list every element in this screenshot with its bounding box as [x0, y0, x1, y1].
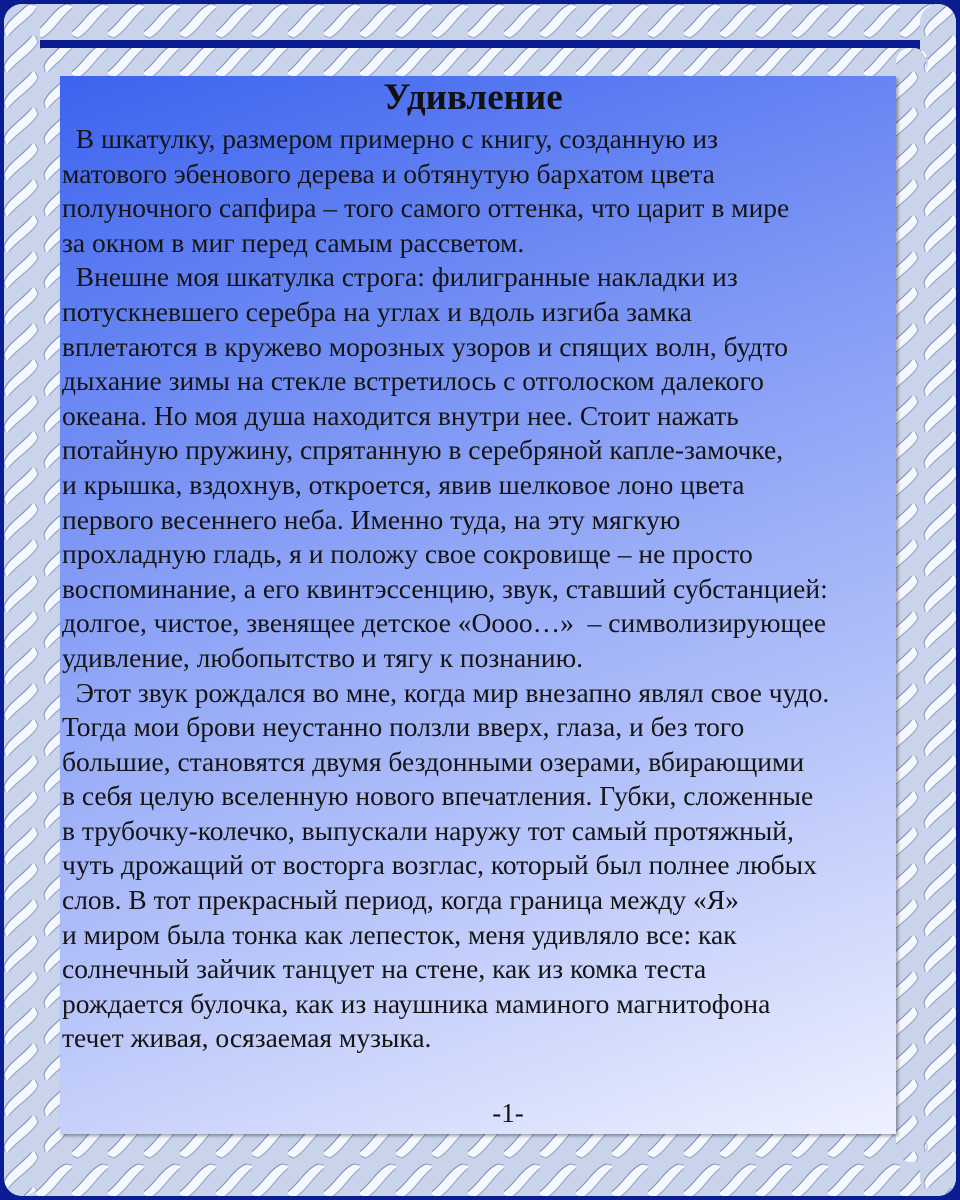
text-line: рождается булочка, как из наушника маминого магнитофона	[62, 987, 771, 1019]
text-line: потайную пружину, спрятанную в серебряной капле-замочке,	[62, 434, 784, 466]
text-line: Этот звук рождался во мне, когда мир внезапно являл свое чудо.	[62, 676, 830, 708]
text-line: течет живая, осязаемая музыка.	[62, 1022, 432, 1054]
text-line: слов. В тот прекрасный период, когда граница между «Я»	[62, 884, 739, 916]
body-text	[62, 122, 952, 1056]
text-line: в себя целую вселенную нового впечатления. Губки, сложенные	[62, 780, 814, 812]
text-line: потускневшего серебра на углах и вдоль изгиба замка	[62, 295, 692, 327]
text-line: солнечный зайчик танцует на стене, как из комка теста	[62, 953, 707, 985]
page-number: -1-	[492, 1098, 524, 1128]
text-line: чуть дрожащий от восторга возглас, который был полнее любых	[62, 849, 817, 881]
text-line: большие, становятся двумя бездонными озерами, вбирающими	[62, 745, 805, 777]
text-line: долгое, чистое, звенящее детское «Оооо…» – символизирующее	[62, 607, 827, 639]
text-line: вплетаются в кружево морозных узоров и спящих волн, будто	[62, 330, 789, 362]
text-line: дыхание зимы на стекле встретилось с отголоском далекого	[62, 365, 764, 397]
page-title: Удивление	[383, 77, 563, 118]
text-line: в трубочку-колечко, выпускали наружу тот самый протяжный,	[62, 814, 794, 846]
text-line: первого весеннего неба. Именно туда, на эту мягкую	[62, 503, 681, 535]
text-line: Тогда мои брови неустанно ползли вверх, глаза, и без того	[62, 711, 745, 743]
text-line: прохладную гладь, я и положу свое сокровище – не просто	[62, 538, 753, 570]
text-line: В шкатулку, размером примерно с книгу, созданную из	[62, 123, 718, 154]
text-line: Внешне моя шкатулка строга: филигранные накладки из	[62, 261, 738, 293]
text-line: воспоминание, а его квинтэссенцию, звук, ставший субстанцией:	[62, 572, 828, 604]
text-line: удивление, любопытство и тягу к познанию.	[62, 641, 584, 673]
text-line: матового эбенового дерева и обтянутую бархатом цвета	[62, 157, 715, 189]
text-line: полуночного сапфира – того самого оттенка, что царит в мире	[62, 192, 790, 224]
text-line: океана. Но моя душа находится внутри нее. Стоит нажать	[62, 399, 739, 431]
text-line: и миром была тонка как лепесток, меня удивляло все: как	[62, 918, 737, 950]
text-line: за окном в миг перед самым рассветом.	[62, 226, 525, 258]
text-line: и крышка, вздохнув, откроется, явив шелковое лоно цвета	[62, 468, 745, 500]
